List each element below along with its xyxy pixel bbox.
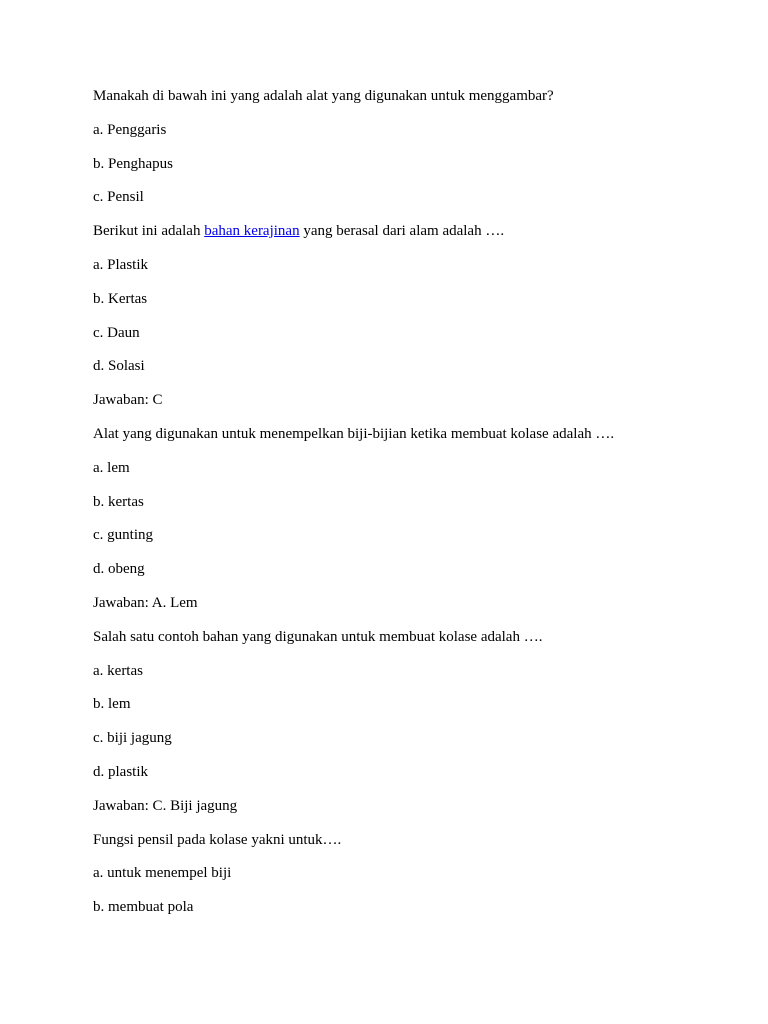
question-3-option-c: c. gunting [93, 527, 153, 544]
question-1-option-a: a. Penggaris [93, 121, 167, 138]
question-2-option-a: a. Plastik [93, 256, 148, 273]
question-3-option-b: b. kertas [93, 493, 144, 510]
question-2-answer: Jawaban: C [93, 392, 163, 409]
question-4-option-c: c. biji jagung [93, 730, 172, 747]
question-3-text: Alat yang digunakan untuk menempelkan biji-bijian ketika membuat kolase adalah …. [93, 425, 615, 442]
question-2-option-d: d. Solasi [93, 358, 145, 375]
question-4-text: Salah satu contoh bahan yang digunakan untuk membuat kolase adalah …. [93, 628, 543, 645]
question-3-answer: Jawaban: A. Lem [93, 594, 198, 611]
question-3-option-a: a. lem [93, 459, 130, 476]
question-2-text-before: Berikut ini adalah [93, 223, 205, 240]
question-5-option-b: b. membuat pola [93, 899, 194, 916]
question-2-option-b: b. Kertas [93, 290, 148, 307]
question-2-text-after: yang berasal dari alam adalah …. [299, 223, 505, 240]
question-4-option-d: d. plastik [93, 763, 148, 780]
question-5-option-a: a. untuk menempel biji [93, 865, 232, 882]
question-2-text [93, 220, 733, 254]
question-3-option-d: d. obeng [93, 561, 145, 578]
question-1-option-b: b. Penghapus [93, 155, 173, 172]
question-2-option-c: c. Daun [93, 324, 140, 341]
question-4-option-b: b. lem [93, 696, 131, 713]
bahan-kerajinan-link[interactable]: bahan kerajinan [204, 223, 300, 240]
question-4-answer: Jawaban: C. Biji jagung [93, 797, 238, 814]
question-5-text: Fungsi pensil pada kolase yakni untuk…. [93, 831, 342, 848]
question-1-option-c: c. Pensil [93, 189, 144, 206]
document-page [93, 85, 733, 930]
question-4-option-a: a. kertas [93, 662, 143, 679]
question-1-text: Manakah di bawah ini yang adalah alat yang digunakan untuk menggambar? [93, 88, 554, 104]
